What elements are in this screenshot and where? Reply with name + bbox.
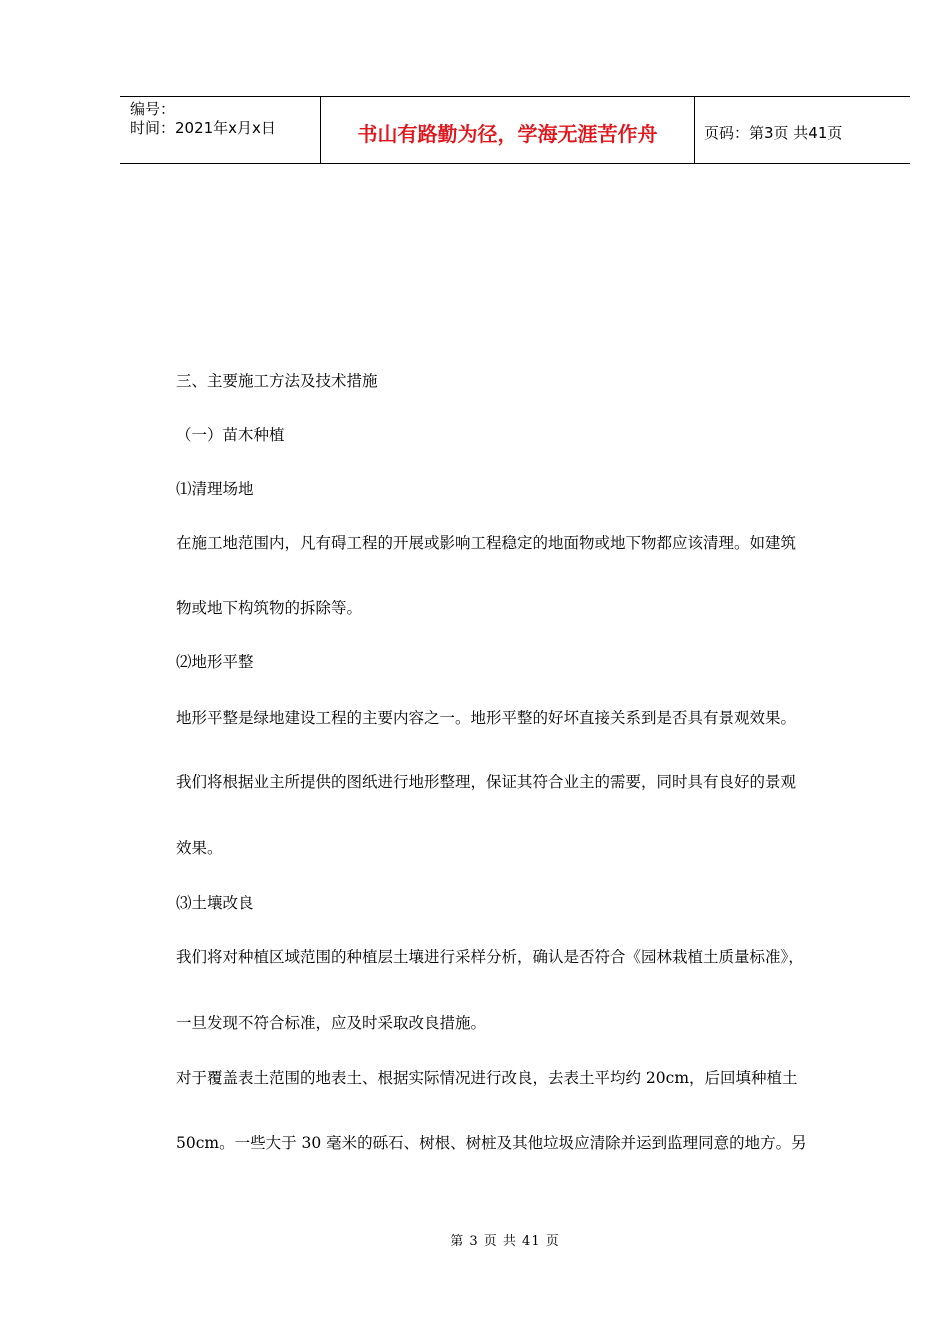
paragraph-line: 效果。 [176, 839, 223, 857]
paragraph-line: 地形平整是绿地建设工程的主要内容之一。地形平整的好坏直接关系到是否具有景观效果。 [176, 709, 797, 727]
motto-cell [321, 97, 695, 163]
number-label: 编号： [130, 100, 176, 118]
subsection-heading: （一）苗木种植 [176, 426, 285, 444]
paragraph-line: 在施工地范围内，凡有碍工程的开展或影响工程稳定的地面物或地下物都应该清理。如建筑 [176, 534, 797, 552]
item-heading-2: ⑵地形平整 [176, 653, 254, 671]
item-heading-3: ⑶土壤改良 [176, 894, 254, 912]
item-heading-1: ⑴清理场地 [176, 480, 254, 498]
paragraph-line: 我们将根据业主所提供的图纸进行地形整理，保证其符合业主的需要，同时具有良好的景观 [176, 773, 797, 791]
paragraph-line: 50cm。一些大于 30 毫米的砾石、树根、树桩及其他垃圾应清除并运到监理同意的地方。另 [176, 1134, 807, 1152]
page-info-text: 页码：第3页 共41页 [704, 123, 843, 142]
header-table [120, 96, 910, 164]
paragraph-line: 物或地下构筑物的拆除等。 [176, 599, 363, 617]
section-heading: 三、主要施工方法及技术措施 [176, 372, 378, 390]
header-left-cell [120, 97, 321, 163]
paragraph-line: 我们将对种植区域范围的种植层土壤进行采样分析，确认是否符合《园林栽植土质量标准》， [176, 948, 804, 966]
page-footer: 第 3 页 共 41 页 [450, 1234, 560, 1249]
time-label: 时间：2021年x月x日 [130, 119, 276, 137]
paragraph-line: 对于覆盖表土范围的地表土、根据实际情况进行改良，去表土平均约 20cm，后回填种植土 [176, 1069, 798, 1087]
page-info-cell [695, 97, 910, 163]
paragraph-line: 一旦发现不符合标准，应及时采取改良措施。 [176, 1014, 487, 1032]
motto-text: 书山有路勤为径，学海无涯苦作舟 [357, 121, 658, 146]
